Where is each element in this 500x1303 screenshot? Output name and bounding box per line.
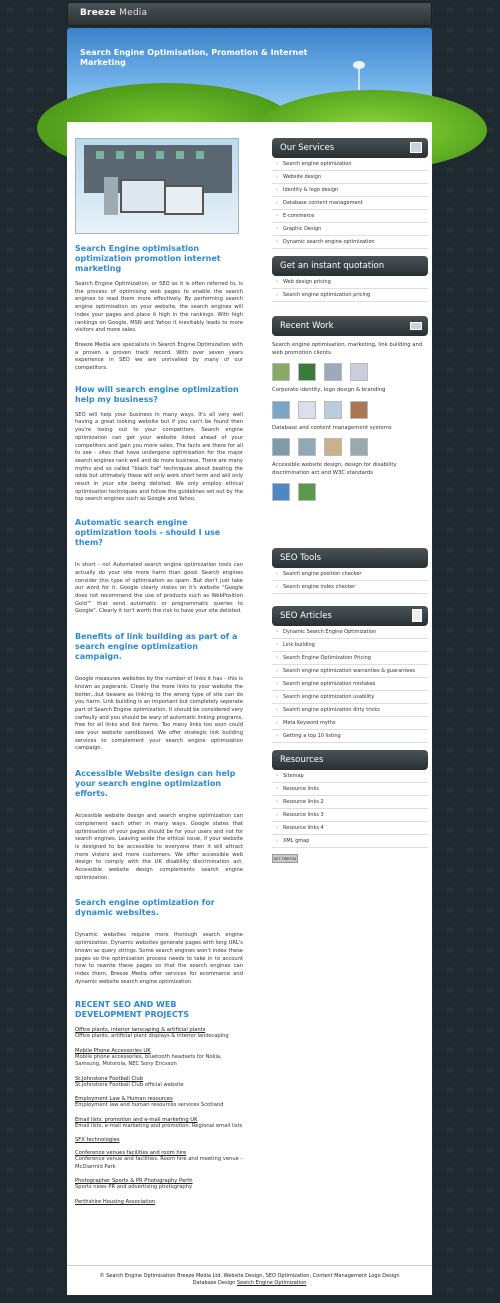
services-box (272, 138, 428, 249)
box-header: SEO Tools (272, 548, 428, 568)
quote-box (272, 256, 428, 302)
projects-list (75, 1000, 243, 1205)
client-thumbnail[interactable] (272, 483, 290, 501)
resource-link[interactable]: › Resource links 4 (272, 822, 428, 835)
client-thumbnail[interactable] (350, 401, 368, 419)
service-link[interactable]: › E-commerce (272, 210, 428, 223)
footer (67, 1265, 432, 1295)
quote-link[interactable]: › Search engine optimization pricing (272, 289, 428, 302)
client-thumbnail[interactable] (324, 401, 342, 419)
footer-link[interactable]: Search Engine Optimization (236, 1280, 307, 1286)
tree-graphic (358, 66, 360, 90)
paragraph: Breeze Media are specialists in Search Engine Optimization with a proven a proven track record. With over seven years experience in SEO we are unrivalled by many of our competitors. (75, 341, 243, 372)
firefox-badge[interactable]: GET FIREFOX (272, 854, 298, 863)
project-link[interactable]: Mobile Phone Accessories UK (75, 1047, 151, 1054)
content-area (67, 122, 432, 1265)
paragraph: In short - no! Automated search engine optimization tools can actually do your site more harm than good. Search engines consider this type of optimisation as spam. But don't just take our word for it. Google clearly states on it's website "Google does not recommend the use of products such as WebPosition Gold™ that send automatic or programmatic queries to Google". Clearly it isn't worth the risk to have your site delisted. (75, 562, 243, 615)
project-link[interactable]: Perthshire Housing Association (75, 1198, 156, 1205)
footer-line: © Search Engine Optimisation Breeze Media Ltd. Website Design, SEO Optimization, Content Management Logo Design (99, 1273, 400, 1279)
heading: Search Engine optimisation optimization promotion internet marketing (75, 244, 221, 273)
project-desc: St.Johnstone Football Club official website (75, 1081, 184, 1088)
client-thumbnail[interactable] (272, 438, 290, 456)
heading: Search engine optimization for dynamic websites. (75, 898, 215, 918)
service-link[interactable]: › Graphic Design (272, 223, 428, 236)
article-link[interactable]: › Search engine optimization mistakes (272, 678, 428, 691)
box-header: SEO Articles (272, 606, 428, 626)
project-link[interactable]: St.Johnstone Football Club (75, 1075, 144, 1082)
project-link[interactable]: Conference venues facilities and room hire (75, 1150, 187, 1157)
quote-link[interactable]: › Web design pricing (272, 276, 428, 289)
heading: RECENT SEO AND WEB DEVELOPMENT PROJECTS (75, 1000, 189, 1020)
project-desc: Employment law and human resources services Scotland (75, 1102, 224, 1109)
seo-articles-box (272, 606, 428, 743)
document-icon (412, 609, 422, 622)
resource-link[interactable]: › Resource links 2 (272, 796, 428, 809)
work-caption: Corporate identity, logo design & branding (272, 387, 386, 393)
article-link[interactable]: › Dynamic Search Engine Optimization (272, 626, 428, 639)
thumb-row (272, 438, 428, 456)
client-thumbnail[interactable] (350, 438, 368, 456)
article-link[interactable]: › Search engine optimization dirty tricks (272, 704, 428, 717)
article-link[interactable]: › Search engine optimization warranties & guarantees (272, 665, 428, 678)
project-desc: Conference venue and facilities. Room hire and meeting venue - McDiarmid Park (75, 1156, 243, 1170)
seo-tools-box (272, 548, 428, 594)
client-thumbnail[interactable] (324, 438, 342, 456)
hero-title: Search Engine Optimisation, Promotion & Internet Marketing (80, 48, 308, 67)
client-thumbnail[interactable] (298, 363, 316, 381)
client-thumbnail[interactable] (350, 363, 368, 381)
paragraph: SEO will help your business in many ways. It's all very well having a great looking website but if you can't be found then you're losing out to your competitors. Search engine optimization can get your website listed ahead of your competitors and gain you more sales. The facts are there for all to see - sites that have undergone optimisation for the major search engines rank well and do more business. There are many myths and so called "black hat" techniques about beating the odds but ultimately these will only work short term and will only result in your site being delisted. We only employ ethical optimisation techniques and follow the guidelines set out by the top search engines such as Google and Yahoo. (75, 411, 243, 503)
project-link[interactable]: Photographer Sports & PR Photography Perth (75, 1178, 193, 1185)
heading: Accessible Website design can help your search engine optimization efforts. (75, 769, 236, 799)
article-link[interactable]: › Getting a top 10 listing (272, 730, 428, 743)
top-bar (67, 2, 432, 26)
thumb-row (272, 401, 428, 419)
paragraph: Accessible website design and search engine optimization can complement each other in many ways. Google states that optimisation of your pages should be for your users and not for search engines. Leaving aside the ethical issue, if your website is designed to be accessible to everyone then it will attract more visters and more customers. We offer accessible web design to comply with the UK disability discrimination act. Accessible website design complements search engine optimization. (75, 813, 243, 881)
thumb-row (272, 483, 428, 501)
hero-banner (67, 28, 432, 122)
work-caption: Accessible website design, design for disability discrimination act and W3C standards (272, 462, 397, 476)
paragraph: Search Engine Optimization, or SEO as it is often referred to, is the process of optimising web pages to enable the search engines to read them more effectively. By performing search engine optimisation on your website, the search engines will index your pages and place it high in the rankings. With high rankings on Google, MSN and Yahoo it inevitably leads to more visitors and more sales. (75, 281, 243, 334)
box-header: Get an instant quotation (272, 256, 428, 276)
client-thumbnail[interactable] (298, 483, 316, 501)
heading: Automatic search engine optimization tools - should I use them? (75, 518, 221, 548)
footer-line: Database Design Search Engine Optimization (192, 1280, 307, 1286)
project-desc: Sports news PR and advertising photography (75, 1184, 193, 1191)
resource-link[interactable]: › Sitemap (272, 770, 428, 783)
client-thumbnail[interactable] (298, 401, 316, 419)
client-thumbnail[interactable] (298, 438, 316, 456)
work-caption: Database and content management systems (272, 424, 392, 431)
service-link[interactable]: › Website design (272, 171, 428, 184)
project-link[interactable]: Email lists, promotion and e-mail marketing UK (75, 1116, 198, 1123)
client-thumbnail[interactable] (272, 401, 290, 419)
resources-box (272, 750, 428, 863)
resource-link[interactable]: › XML gmap (272, 835, 428, 848)
recent-work-box (272, 316, 428, 501)
service-link[interactable]: › Database content management (272, 197, 428, 210)
resource-link[interactable]: › Resource links 3 (272, 809, 428, 822)
article-link[interactable]: › Link building (272, 639, 428, 652)
project-link[interactable]: SFX technologies (75, 1137, 120, 1144)
box-header: Resources (272, 750, 428, 770)
page (62, 0, 434, 1303)
tool-link[interactable]: › Search engine index checker (272, 581, 428, 594)
resource-link[interactable]: › Resource links (272, 783, 428, 796)
project-link[interactable]: Employment Law & Human resources (75, 1096, 173, 1103)
image-icon (410, 322, 422, 330)
article-link[interactable]: › Search engine optimization usability (272, 691, 428, 704)
heading: Benefits of link building as part of a search engine optimization campaign. (75, 632, 238, 662)
thumb-row (272, 363, 428, 381)
client-thumbnail[interactable] (324, 363, 342, 381)
service-link[interactable]: › Search engine optimization (272, 158, 428, 171)
article-link[interactable]: › Search Engine Optimization Pricing (272, 652, 428, 665)
heading: How will search engine optimization help my business? (75, 384, 239, 404)
service-link[interactable]: › Identity & logo design (272, 184, 428, 197)
project-desc: Office plants, artificial plant displays & interior landscaping (75, 1033, 229, 1040)
main-column (75, 138, 243, 1205)
hero-image (75, 138, 239, 234)
project-link[interactable]: Office plants, interior lanscaping & artificial plants (75, 1027, 206, 1034)
brand-logo[interactable]: Breeze Media (80, 8, 148, 18)
project-desc: Email lists, e-mail marketing and promotion. Regional email lists (75, 1122, 243, 1129)
box-header: Recent Work (272, 316, 428, 336)
paragraph: Google measures websites by the number of links it has - this is known as pagerank. Clearly the more links to your website the better...but beware as linking to the wrong type of site can do you harm. Link building is an important but completely seperate part of Search Engine optimization. It should be considered very carfeully and you should be wary of automatic linking programs, free for all links and link farms. Too many links too soon could see your website sandboxed. We offer strategic link building services to complement your search engine optimization campaign. (75, 676, 243, 752)
project-desc: Mobile phone accessories, bluetooth headsets for Nokia, Samsung, Motorola, NEC Sony Ericsson (75, 1053, 222, 1068)
work-caption: Search engine optimisation, marketing, link building and web promotion clients. (272, 342, 423, 356)
box-header: Our Services (272, 138, 428, 158)
monitor-icon (410, 142, 422, 153)
article-link[interactable]: › Meta Keyword myths (272, 717, 428, 730)
tool-link[interactable]: › Search engine position checker (272, 568, 428, 581)
paragraph: Dynamic websites require more thorough search engine optimization. Dynamic websites generate pages with long URL's known as query strings. Some search engines won't index these pages so the optimisation process needs to take in to account how to rewrite these pages so that the search engines can index them. Breeze Media offer services for ecommerce and dynamic website search engine optimization. (75, 932, 243, 985)
service-link[interactable]: › Dynamic search engine optimization (272, 236, 428, 249)
client-thumbnail[interactable] (272, 363, 290, 381)
